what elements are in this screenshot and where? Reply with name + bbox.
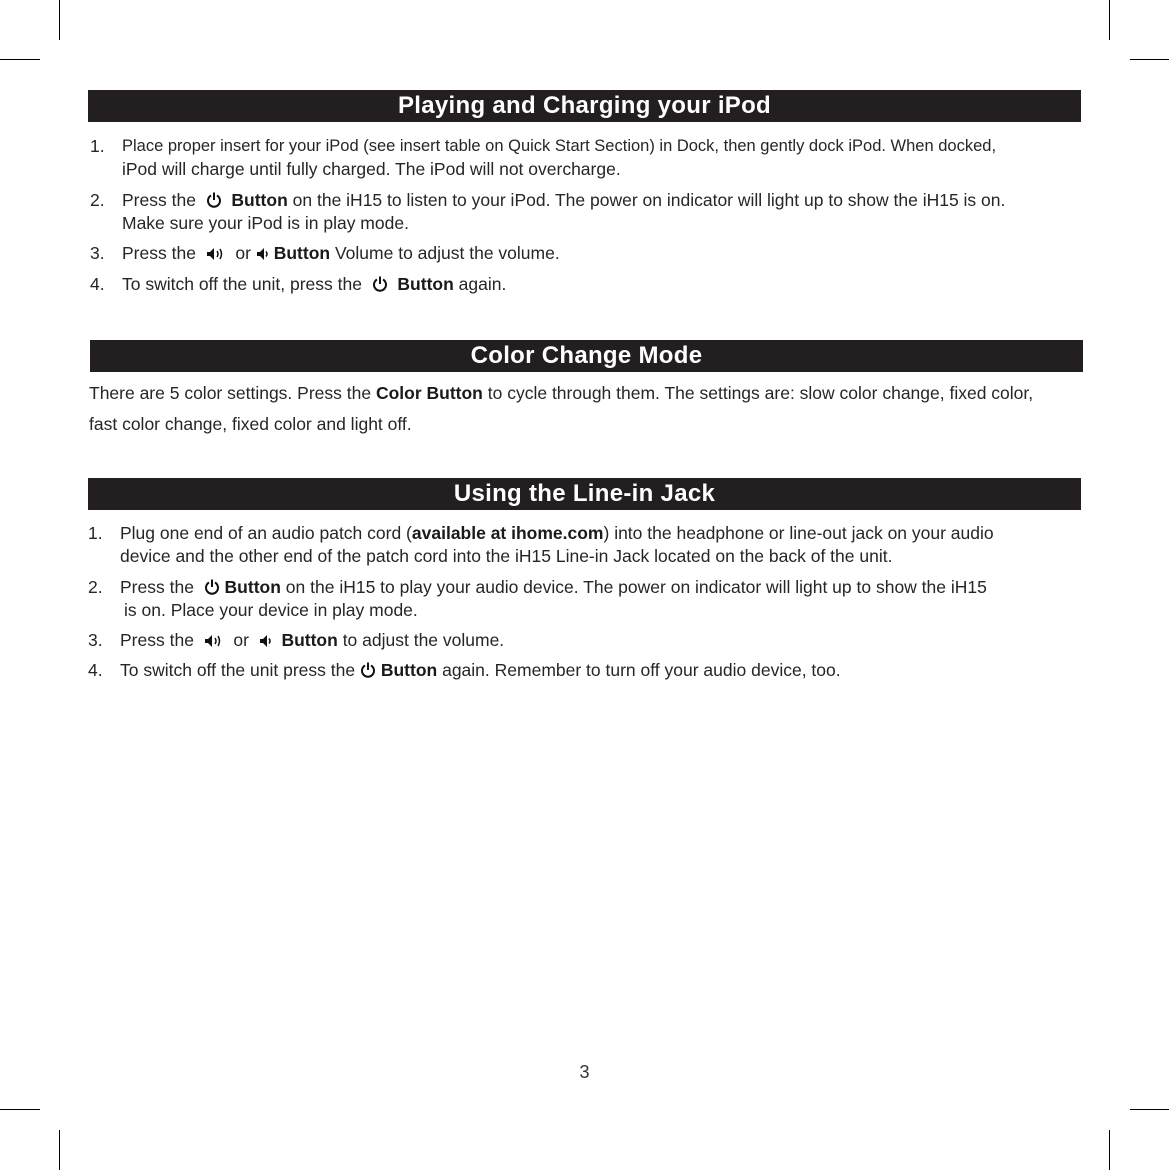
crop-mark: [1109, 1130, 1110, 1170]
crop-mark: [59, 0, 60, 40]
crop-mark: [0, 59, 40, 60]
power-icon: [360, 661, 376, 684]
power-icon: [204, 578, 220, 601]
crop-mark: [1130, 1109, 1169, 1110]
crop-mark: [0, 1109, 40, 1110]
volume-down-icon: [256, 244, 269, 267]
section-title-playing: Playing and Charging your iPod: [88, 90, 1081, 122]
volume-up-icon: [206, 244, 226, 267]
power-icon: [206, 191, 222, 214]
crop-mark: [1109, 0, 1110, 40]
color-paragraph: There are 5 color settings. Press the Color Button to cycle through them. The settings are: slow color change, fixed color,: [89, 383, 1034, 403]
section-title-linein: Using the Line-in Jack: [88, 478, 1081, 510]
volume-up-icon: [204, 631, 224, 654]
volume-down-icon: [259, 631, 272, 654]
section-title-color: Color Change Mode: [90, 340, 1083, 372]
page-number: 3: [579, 1062, 590, 1082]
crop-mark: [59, 1130, 60, 1170]
color-paragraph-line2: fast color change, fixed color and light off.: [89, 414, 412, 434]
crop-mark: [1130, 59, 1169, 60]
power-icon: [372, 275, 388, 298]
